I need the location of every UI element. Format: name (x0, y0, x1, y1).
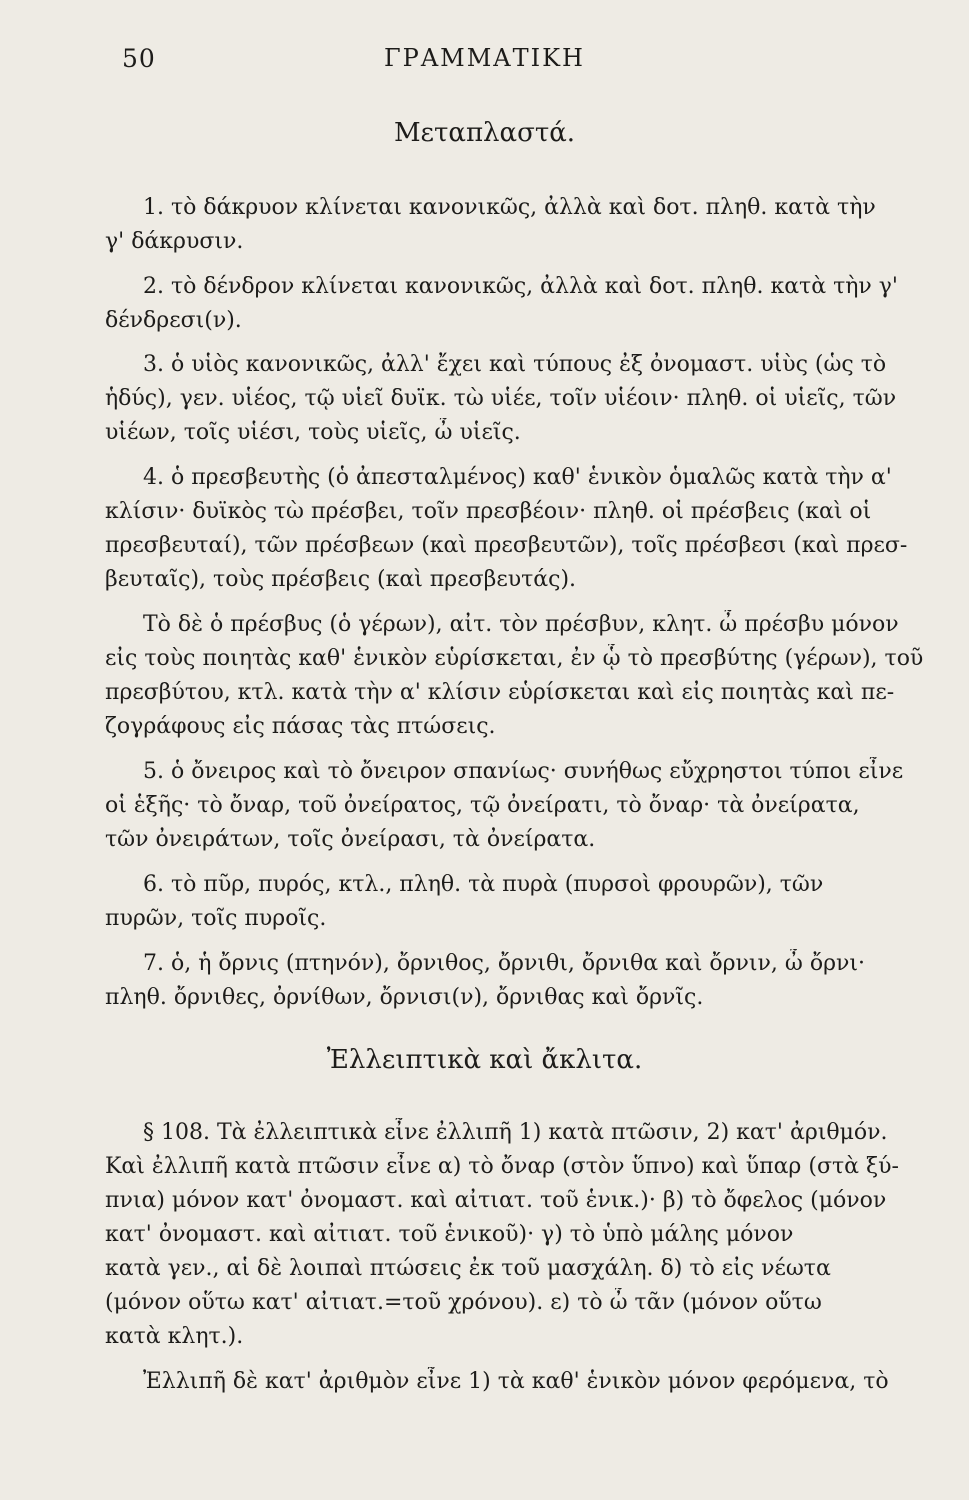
text-line: ἡδύς), γεν. υἱέος, τῷ υἱεῖ δυϊκ. τὼ υἱέε, τοῖν υἱέοιν· πληθ. οἱ υἱεῖς, τῶν (105, 386, 897, 411)
page-number: 50 (122, 44, 156, 73)
text-line: τῶν ὀνειράτων, τοῖς ὀνείρασι, τὰ ὀνείρατα. (105, 827, 596, 852)
text-line: κατὰ κλητ.). (105, 1324, 244, 1349)
text-line: 3. ὁ υἱὸς κανονικῶς, ἀλλ' ἔχει καὶ τύπους ἐξ ὀνομαστ. υἱὺς (ὡς τὸ (143, 352, 887, 377)
text-line: κατὰ γεν., αἱ δὲ λοιπαὶ πτώσεις ἐκ τοῦ μασχάλη. δ) τὸ εἰς νέωτα (105, 1256, 831, 1281)
text-line: 2. τὸ δένδρον κλίνεται κανονικῶς, ἀλλὰ καὶ δοτ. πληθ. κατὰ τὴν γ' (143, 274, 898, 299)
text-line: πρεσβευταί), τῶν πρέσβεων (καὶ πρεσβευτῶν), τοῖς πρέσβεσι (καὶ πρεσ- (105, 533, 908, 558)
page-header (0, 44, 969, 84)
running-head: ΓΡΑΜΜΑΤΙΚΗ (384, 44, 585, 72)
section-title-elleiptika: Ἐλλειπτικὰ καὶ ἄκλιτα. (326, 1045, 643, 1075)
text-line: οἱ ἑξῆς· τὸ ὄναρ, τοῦ ὀνείρατος, τῷ ὀνείρατι, τὸ ὄναρ· τὰ ὀνείρατα, (105, 793, 860, 818)
text-line: πληθ. ὄρνιθες, ὀρνίθων, ὄρνισι(ν), ὄρνιθας καὶ ὄρνῖς. (105, 985, 704, 1010)
text-line: Τὸ δὲ ὁ πρέσβυς (ὁ γέρων), αἰτ. τὸν πρέσβυν, κλητ. ὦ πρέσβυ μόνον (143, 612, 899, 637)
section-title-metaplasta: Μεταπλαστά. (393, 118, 576, 148)
text-line: § 108. Τὰ ἐλλειπτικὰ εἶνε ἐλλιπῆ 1) κατὰ πτῶσιν, 2) κατ' ἀριθμόν. (143, 1120, 888, 1145)
text-line: εἰς τοὺς ποιητὰς καθ' ἑνικὸν εὑρίσκεται, ἐν ᾧ τὸ πρεσβύτης (γέρων), τοῦ (105, 646, 924, 671)
text-line: πνια) μόνον κατ' ὀνομαστ. καὶ αἰτιατ. τοῦ ἑνικ.)· β) τὸ ὄφελος (μόνον (105, 1188, 887, 1213)
text-line: Ἐλλιπῆ δὲ κατ' ἀριθμὸν εἶνε 1) τὰ καθ' ἑνικὸν μόνον φερόμενα, τὸ (143, 1369, 889, 1394)
text-line: 7. ὁ, ἡ ὄρνις (πτηνόν), ὄρνιθος, ὄρνιθι, ὄρνιθα καὶ ὄρνιν, ὦ ὄρνι· (143, 951, 865, 976)
text-line: ζογράφους εἰς πάσας τὰς πτώσεις. (105, 714, 496, 739)
text-line: γ' δάκρυσιν. (105, 229, 244, 254)
text-line: Καὶ ἐλλιπῆ κατὰ πτῶσιν εἶνε α) τὸ ὄναρ (στὸν ὕπνο) καὶ ὕπαρ (στὰ ξύ- (105, 1154, 899, 1179)
text-line: 5. ὁ ὄνειρος καὶ τὸ ὄνειρον σπανίως· συνήθως εὔχρηστοι τύποι εἶνε (143, 759, 904, 784)
text-line: υἱέων, τοῖς υἱέσι, τοὺς υἱεῖς, ὦ υἱεῖς. (105, 420, 521, 445)
text-line: πυρῶν, τοῖς πυροῖς. (105, 906, 327, 931)
text-line: (μόνον οὕτω κατ' αἰτιατ.=τοῦ χρόνου). ε) τὸ ὦ τᾶν (μόνον οὕτω (105, 1290, 822, 1315)
text-line: πρεσβύτου, κτλ. κατὰ τὴν α' κλίσιν εὑρίσκεται καὶ εἰς ποιητὰς καὶ πε- (105, 680, 895, 705)
text-line: 4. ὁ πρεσβευτὴς (ὁ ἀπεσταλμένος) καθ' ἑνικὸν ὁμαλῶς κατὰ τὴν α' (143, 465, 892, 490)
text-line: 1. τὸ δάκρυον κλίνεται κανονικῶς, ἀλλὰ καὶ δοτ. πληθ. κατὰ τὴν (143, 195, 876, 220)
text-line: βευταῖς), τοὺς πρέσβεις (καὶ πρεσβευτάς). (105, 567, 577, 592)
text-line: 6. τὸ πῦρ, πυρός, κτλ., πληθ. τὰ πυρὰ (πυρσοὶ φρουρῶν), τῶν (143, 872, 824, 897)
text-line: κατ' ὀνομαστ. καὶ αἰτιατ. τοῦ ἑνικοῦ)· γ) τὸ ὑπὸ μάλης μόνον (105, 1222, 794, 1247)
text-line: κλίσιν· δυϊκὸς τὼ πρέσβει, τοῖν πρεσβέοιν· πληθ. οἱ πρέσβεις (καὶ οἱ (105, 499, 872, 524)
text-line: δένδρεσι(ν). (105, 308, 242, 333)
